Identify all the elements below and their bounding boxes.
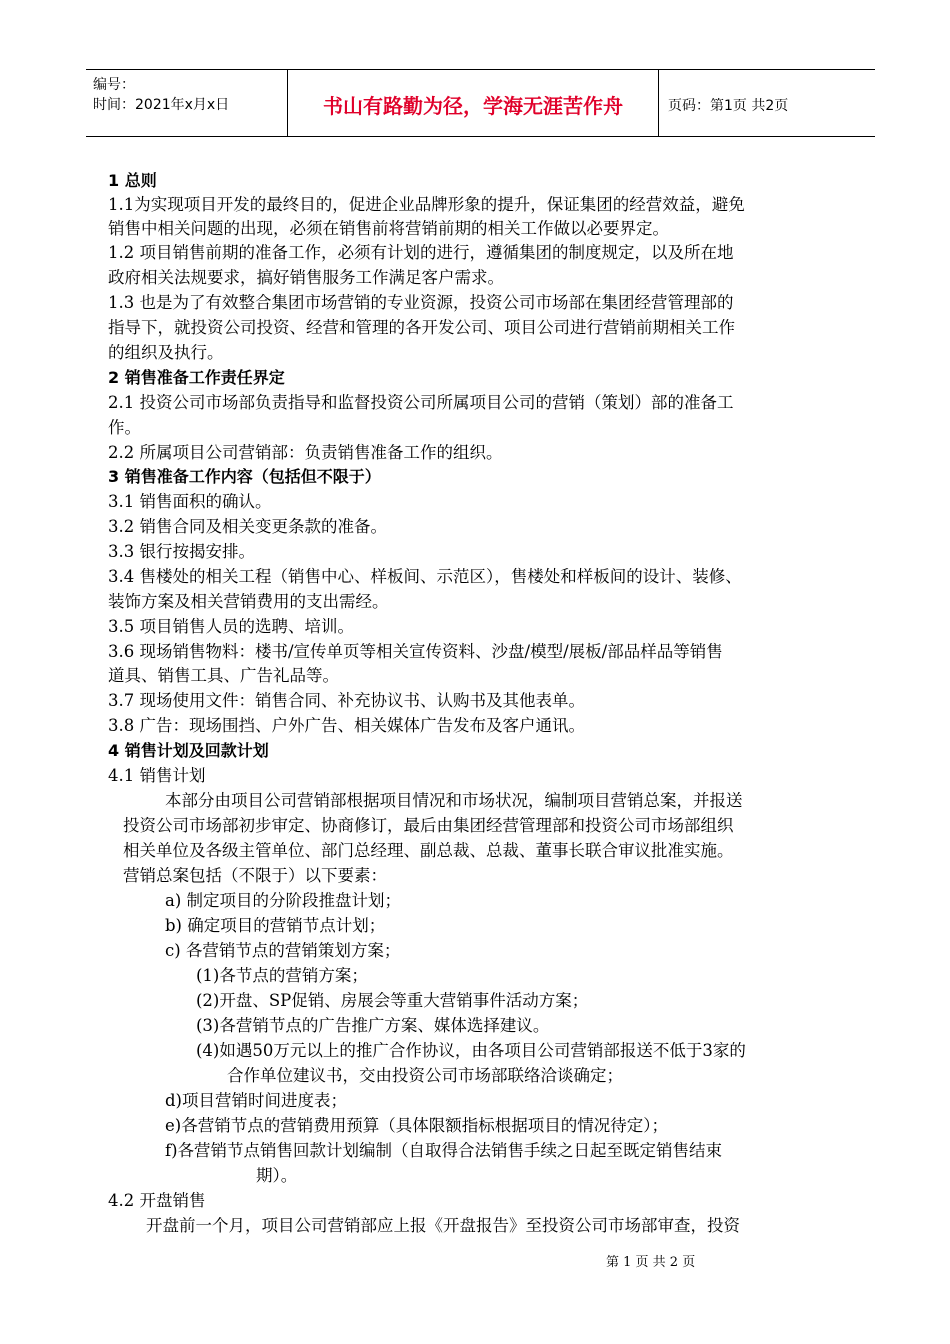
text-line: 的组织及执行。 [108,343,224,362]
text-line: 1.2 项目销售前期的准备工作，必须有计划的进行，遵循集团的制度规定，以及所在地 [108,243,734,262]
text-line: 道具、销售工具、广告礼品等。 [108,666,339,685]
text-line: 开盘前一个月，项目公司营销部应上报《开盘报告》至投资公司市场部审查，投资 [146,1216,740,1235]
text-line: 政府相关法规要求，搞好销售服务工作满足客户需求。 [108,268,504,287]
text-line: 1.1为实现项目开发的最终目的，促进企业品牌形象的提升，保证集团的经营效益，避免 [108,195,745,214]
text-line: 销售中相关问题的出现，必须在销售前将营销前期的相关工作做以必要界定。 [108,219,669,238]
list-item: (1)各节点的营销方案； [196,966,368,985]
list-item: (4)如遇50万元以上的推广合作协议，由各项目公司营销部报送不低于3家的 [196,1041,746,1060]
header-page: 页码：第1页 共2页 [668,98,789,114]
list-item: (3)各营销节点的广告推广方案、媒体选择建议。 [196,1016,550,1035]
page-footer: 第 1 页 共 2 页 [606,1255,696,1270]
text-line: 作。 [108,418,141,437]
text-line: 3.7 现场使用文件：销售合同、补充协议书、认购书及其他表单。 [108,691,585,710]
text-line: 3.6 现场销售物料：楼书/宣传单页等相关宣传资料、沙盘/模型/展板/部品样品等销售 [108,642,723,661]
text-line: 营销总案包括（不限于）以下要素： [123,866,387,885]
text-line: 2.1 投资公司市场部负责指导和监督投资公司所属项目公司的营销（策划）部的准备工 [108,393,734,412]
text-line: 指导下，就投资公司投资、经营和管理的各开发公司、项目公司进行营销前期相关工作 [108,318,735,337]
header-divider-right [658,69,659,136]
text-line: 装饰方案及相关营销费用的支出需经。 [108,592,389,611]
header-motto: 书山有路勤为径，学海无涯苦作舟 [323,94,623,118]
list-item: d)项目营销时间进度表； [165,1091,347,1110]
text-line: 3.1 销售面积的确认。 [108,492,272,511]
text-line: 3.3 银行按揭安排。 [108,542,255,561]
section-4-heading: 4 销售计划及回款计划 [108,741,269,760]
text-line: 3.5 项目销售人员的选聘、培训。 [108,617,354,636]
section-1-heading: 1 总则 [108,171,157,190]
list-item: (2)开盘、SP促销、房展会等重大营销事件活动方案； [196,991,589,1010]
list-item: b) 确定项目的营销节点计划； [165,916,386,935]
section-2-heading: 2 销售准备工作责任界定 [108,368,285,387]
list-item: c) 各营销节点的营销策划方案； [165,941,401,960]
header-top-rule [86,69,875,70]
list-item: e)各营销节点的营销费用预算（具体限额指标根据项目的情况待定）； [165,1116,668,1135]
text-line: 1.3 也是为了有效整合集团市场营销的专业资源，投资公司市场部在集团经营管理部的 [108,293,734,312]
list-item: f)各营销节点销售回款计划编制（自取得合法销售手续之日起至既定销售结束 [165,1141,723,1160]
text-line: 3.4 售楼处的相关工程（销售中心、样板间、示范区），售楼处和样板间的设计、装修、 [108,567,742,586]
text-line: 本部分由项目公司营销部根据项目情况和市场状况，编制项目营销总案，并报送 [165,791,743,810]
text-line: 3.2 销售合同及相关变更条款的准备。 [108,517,387,536]
header-time: 时间：2021年x月x日 [93,97,230,113]
text-line: 投资公司市场部初步审定、协商修订，最后由集团经营管理部和投资公司市场部组织 [123,816,734,835]
list-item: 合作单位建议书，交由投资公司市场部联络洽谈确定； [227,1066,623,1085]
header-number: 编号： [93,77,135,93]
text-line: 3.8 广告：现场围挡、户外广告、相关媒体广告发布及客户通讯。 [108,716,585,735]
header-bottom-rule [86,136,875,137]
text-line: 2.2 所属项目公司营销部：负责销售准备工作的组织。 [108,443,503,462]
list-item: 期）。 [256,1166,298,1185]
text-line: 4.1 销售计划 [108,766,206,785]
text-line: 4.2 开盘销售 [108,1191,206,1210]
list-item: a) 制定项目的分阶段推盘计划； [165,891,402,910]
text-line: 相关单位及各级主管单位、部门总经理、副总裁、总裁、董事长联合审议批准实施。 [123,841,734,860]
section-3-heading: 3 销售准备工作内容（包括但不限于） [108,467,381,486]
